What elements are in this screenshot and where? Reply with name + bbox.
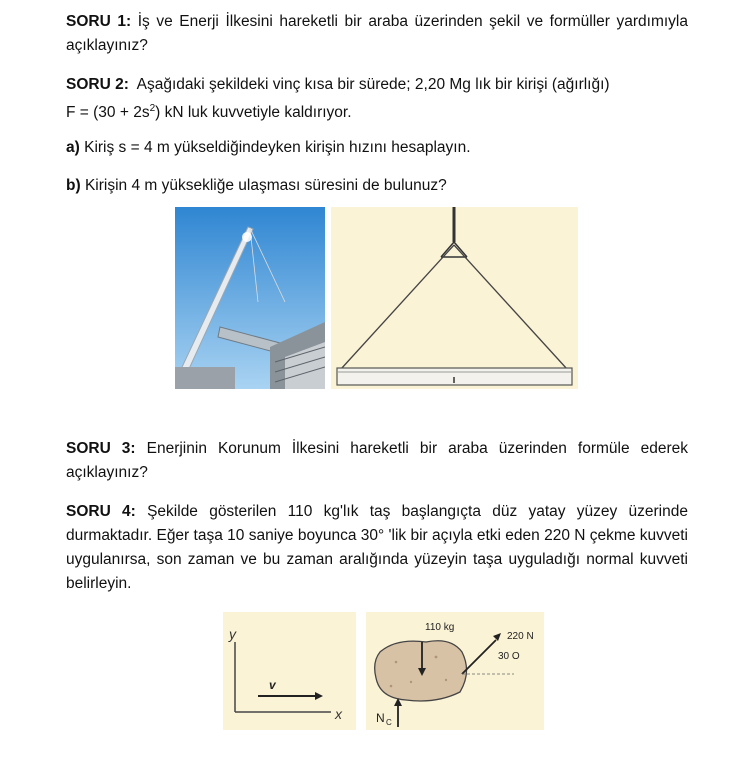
formula-part: ) kN luk kuvvetiyle kaldırıyor. [155, 104, 352, 122]
formula-part: F = (30 + 2s [66, 104, 150, 122]
question-1-label: SORU 1: [66, 13, 132, 30]
force-label: 220 N [507, 631, 534, 642]
angle-label: 30 O [498, 651, 520, 662]
question-2a [66, 136, 471, 160]
crane-diagram [331, 207, 578, 389]
x-axis-label: x [335, 706, 342, 722]
question-2-label: SORU 2: [66, 76, 129, 93]
stone-figure [366, 612, 544, 730]
question-1 [66, 10, 688, 58]
formula-exponent: 2 [149, 103, 156, 114]
question-4-label: SORU 4: [66, 503, 136, 520]
normal-force-subscript: C [386, 718, 392, 727]
question-2-text: Aşağıdaki şekildeki vinç kısa bir sürede; 2,20 Mg lık bir kirişi (ağırlığı) [136, 76, 610, 93]
mass-label: 110 kg [425, 622, 455, 633]
y-axis-label: y [229, 626, 236, 642]
question-2b-text: Kirişin 4 m yüksekliğe ulaşması süresini de bulunuz? [84, 177, 447, 194]
question-2a-text: Kiriş s = 4 m yükseldiğindeyken kirişin hızını hesaplayın. [84, 139, 471, 156]
pull-force-arrow [462, 640, 496, 674]
sling-right [454, 245, 567, 369]
question-3 [66, 437, 688, 485]
question-4 [66, 500, 688, 596]
velocity-label: v [269, 678, 276, 692]
normal-force-label: N [376, 711, 385, 725]
question-1-text: İş ve Enerji İlkesini hareketli bir araba üzerinden şekil ve formüller yardımıyla açıklayınız? [66, 13, 688, 54]
sling-left [341, 245, 454, 369]
question-2a-label: a) [66, 139, 80, 156]
question-3-text: Enerjinin Korunum İlkesini hareketli bir araba üzerinden formüle ederek açıklayınız? [66, 440, 688, 481]
question-4-text: Şekilde gösterilen 110 kg'lık taş başlangıçta düz yatay yüzey üzerinde durmaktadır. Eğer taşa 10 saniye boyunca 30° 'lik bir açıyla etki eden 220 N çekme kuvveti uygulanırsa, son zaman ve bu zaman aralığında yüzeyin taşa uyguladığı normal kuvveti belirleyin. [66, 503, 688, 592]
question-2-formula [66, 97, 352, 125]
crane-photo [175, 207, 325, 389]
question-2b [66, 174, 447, 198]
question-2-line1 [66, 73, 610, 97]
velocity-arrowhead [315, 692, 323, 700]
question-2b-label: b) [66, 177, 81, 194]
question-3-label: SORU 3: [66, 440, 136, 457]
axes-figure [223, 612, 356, 730]
